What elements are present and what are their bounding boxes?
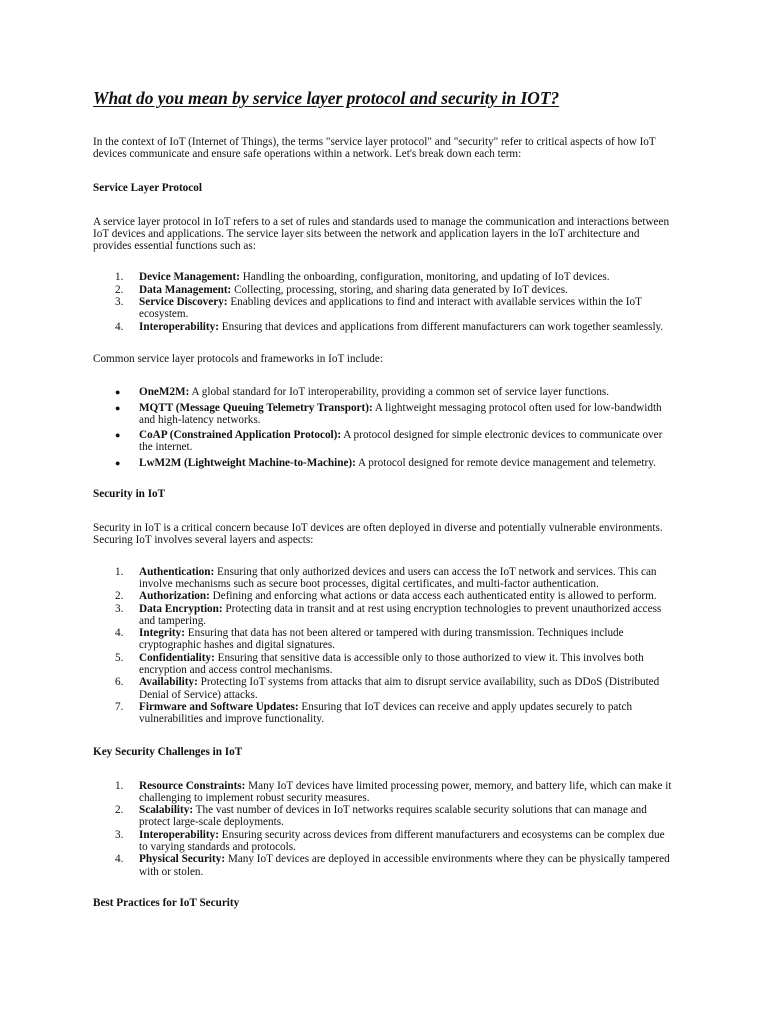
list-number: 2. — [115, 804, 124, 817]
list-text: Handling the onboarding, configuration, monitoring, and updating of IoT devices. — [239, 271, 610, 284]
list-item — [93, 402, 676, 427]
common-protocols-intro: Common service layer protocols and frameworks in IoT include: — [93, 352, 383, 365]
list-item — [93, 284, 676, 296]
list-text: A protocol designed for remote device management and telemetry. — [355, 456, 656, 469]
security-paragraph: Security in IoT is a critical concern because IoT devices are often deployed in diverse and potentially vulnerable environments. Securing IoT involves several layers and aspects: — [93, 522, 663, 547]
list-number: 1. — [115, 565, 124, 578]
list-number: 4. — [115, 853, 124, 866]
list-number: 3. — [115, 296, 124, 309]
list-text: A lightweight messaging protocol often used for low-bandwidth and high-latency networks. — [139, 401, 662, 426]
list-term: Interoperability: — [139, 828, 219, 841]
list-number: 6. — [115, 676, 124, 689]
list-term: Authentication: — [139, 565, 215, 578]
service-layer-heading: Service Layer Protocol — [93, 181, 202, 194]
list-text: Ensuring that devices and applications from different manufacturers can work together seamlessly. — [218, 320, 664, 333]
list-text: Protecting IoT systems from attacks that aim to disrupt service availability, such as DDoS (Distributed Denial of Service) attacks. — [139, 676, 660, 701]
list-number: 4. — [115, 627, 124, 640]
list-item — [93, 603, 676, 628]
list-number: 7. — [115, 700, 124, 713]
list-text: Ensuring security across devices from different manufacturers and ecosystems can be complex due to varying standards and protocols. — [139, 828, 665, 853]
list-item — [93, 296, 676, 321]
list-term: Interoperability: — [139, 320, 219, 333]
list-text: Enabling devices and applications to find and interact with available services within the IoT ecosystem. — [139, 296, 642, 321]
list-item — [93, 652, 676, 677]
list-term: Physical Security: — [139, 853, 226, 866]
protocols-list — [93, 386, 676, 469]
list-term: Availability: — [139, 676, 198, 689]
list-term: Data Management: — [139, 283, 232, 296]
list-text: Defining and enforcing what actions or data access each authenticated entity is allowed to perform. — [209, 590, 657, 603]
list-term: Resource Constraints: — [139, 779, 246, 792]
list-item — [93, 566, 676, 591]
list-text: Ensuring that sensitive data is accessible only to those authorized to view it. This involves both encryption and access control mechanisms. — [139, 651, 644, 677]
list-term: Firmware and Software Updates: — [139, 700, 299, 713]
list-number: 1. — [115, 271, 124, 284]
bullet-icon: ● — [115, 402, 121, 413]
page-title: What do you mean by service layer protocol and security in IOT? — [93, 88, 560, 108]
list-item — [93, 829, 676, 854]
list-number: 4. — [115, 320, 124, 333]
list-item — [93, 457, 676, 469]
list-term: MQTT (Message Queuing Telemetry Transport): — [139, 401, 373, 414]
list-term: Service Discovery: — [139, 296, 228, 309]
list-item — [93, 627, 676, 652]
list-item — [93, 780, 676, 805]
list-text: A protocol designed for simple electronic devices to communicate over the internet. — [139, 429, 663, 454]
list-item — [93, 853, 676, 878]
bullet-icon: ● — [115, 430, 121, 441]
list-text: Many IoT devices have limited processing power, memory, and battery life, which can make it challenging to implement robust security measures. — [139, 779, 672, 804]
list-number: 3. — [115, 602, 124, 615]
list-text: Many IoT devices are deployed in accessible environments where they can be physically tampered with or stolen. — [139, 853, 670, 878]
list-number: 2. — [115, 283, 124, 296]
bullet-icon: ● — [115, 387, 121, 398]
security-aspects-list — [93, 566, 676, 726]
list-term: LwM2M (Lightweight Machine-to-Machine): — [139, 456, 356, 469]
list-term: Integrity: — [139, 627, 185, 640]
list-item — [93, 676, 676, 701]
list-term: Device Management: — [139, 271, 240, 284]
list-text: The vast number of devices in IoT networks requires scalable security solutions that can manage and protect large-scale deployments. — [139, 804, 647, 829]
list-number: 1. — [115, 779, 124, 792]
list-term: Authorization: — [139, 590, 210, 603]
list-item — [93, 386, 676, 398]
list-term: Confidentiality: — [139, 651, 215, 664]
list-item — [93, 321, 676, 333]
bullet-icon: ● — [115, 457, 121, 468]
service-layer-functions-list — [93, 271, 676, 332]
list-item — [93, 590, 676, 602]
list-item — [93, 429, 676, 454]
challenges-list — [93, 780, 676, 878]
list-term: OneM2M: — [139, 386, 190, 399]
list-text: Ensuring that only authorized devices and users can access the IoT network and services. This can involve mechanisms such as secure boot processes, digital certificates, and multi-factor authentication. — [139, 565, 657, 590]
best-practices-heading: Best Practices for IoT Security — [93, 896, 240, 909]
list-term: Data Encryption: — [139, 602, 223, 615]
list-text: Ensuring that data has not been altered or tampered with during transmission. Techniques include cryptographic hashes and digital signatures. — [139, 627, 624, 652]
list-number: 2. — [115, 590, 124, 603]
list-text: A global standard for IoT interoperability, providing a common set of service layer functions. — [189, 386, 610, 399]
security-heading: Security in IoT — [93, 488, 166, 501]
list-item — [93, 701, 676, 726]
list-number: 5. — [115, 651, 124, 664]
list-term: CoAP (Constrained Application Protocol): — [139, 429, 342, 442]
service-layer-paragraph: A service layer protocol in IoT refers to a set of rules and standards used to manage the communication and interactions between IoT devices and applications. The service layer sits between the network and application layers in the IoT architecture and provides essential functions such as: — [93, 215, 670, 253]
list-item — [93, 271, 676, 283]
list-item — [93, 804, 676, 829]
list-text: Ensuring that IoT devices can receive and apply updates securely to patch vulnerabilities and improve functionality. — [139, 700, 633, 726]
list-term: Scalability: — [139, 804, 194, 817]
list-text: Protecting data in transit and at rest using encryption technologies to prevent unauthorized access and tampering. — [139, 602, 662, 627]
list-text: Collecting, processing, storing, and sharing data generated by IoT devices. — [231, 283, 568, 296]
intro-paragraph: In the context of IoT (Internet of Things), the terms "service layer protocol" and "security" refer to critical aspects of how IoT devices communicate and ensure safe operations within a network. Let's break down each term: — [93, 136, 656, 161]
list-number: 3. — [115, 828, 124, 841]
challenges-heading: Key Security Challenges in IoT — [93, 745, 243, 758]
